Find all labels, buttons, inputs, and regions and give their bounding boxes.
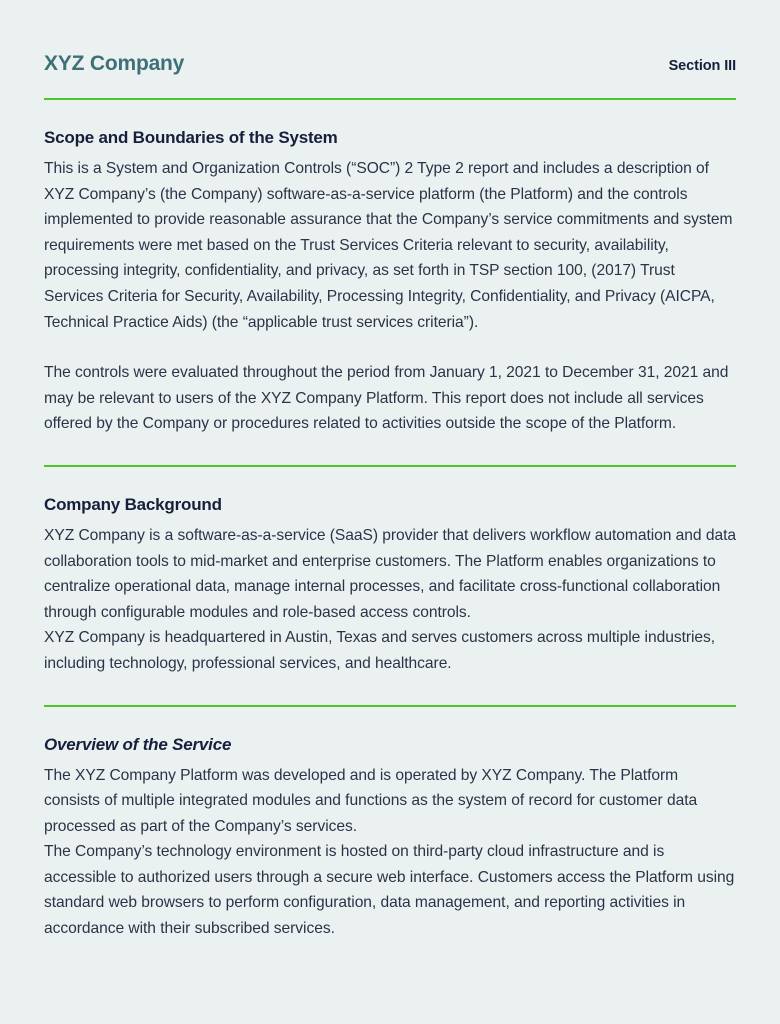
section-label: Section III (668, 58, 736, 74)
section-divider (44, 465, 736, 467)
section-company-background (44, 495, 736, 677)
paragraph: The controls were evaluated throughout the period from January 1, 2021 to December 31, 2021 and may be relevant to users of the XYZ Company Platform. This report does not include all services offered by the Company or procedures related to activities outside the scope of the Platform. (44, 364, 729, 433)
header-divider (44, 98, 736, 100)
section-overview-of-the-service (44, 735, 736, 942)
section-heading: Overview of the Service (44, 734, 232, 754)
section-heading: Company Background (44, 494, 222, 514)
document-title: XYZ Company (44, 52, 185, 75)
paragraph: XYZ Company is headquartered in Austin, Texas and serves customers across multiple industries, including technology, professional services, and healthcare. (44, 629, 716, 672)
paragraph: This is a System and Organization Controls (“SOC”) 2 Type 2 report and includes a description of XYZ Company’s (the Company) software-as-a-service platform (the Platform) and the controls implemented to provide reasonable assurance that the Company’s service commitments and system requirements were met based on the Trust Services Criteria relevant to security, availability, processing integrity, confidentiality, and privacy, as set forth in TSP section 100, (2017) Trust Services Criteria for Security, Availability, Processing Integrity, Confidentiality, and Privacy (AICPA, Technical Practice Aids) (the “applicable trust services criteria”). (44, 160, 733, 331)
paragraph: XYZ Company is a software-as-a-service (SaaS) provider that delivers workflow automation and data collaboration tools to mid-market and enterprise customers. The Platform enables organizations to centralize operational data, manage internal processes, and facilitate cross-functional collaboration through configurable modules and role-based access controls. (44, 526, 736, 621)
section-heading: Scope and Boundaries of the System (44, 128, 338, 147)
paragraph: The XYZ Company Platform was developed and is operated by XYZ Company. The Platform consists of multiple integrated modules and functions as the system of record for customer data processed as part of the Company’s services. (44, 766, 698, 835)
document-header (44, 0, 736, 76)
section-scope-and-boundaries (44, 128, 736, 437)
section-divider (44, 705, 736, 707)
paragraph: The Company’s technology environment is hosted on third-party cloud infrastructure and is accessible to authorized users through a secure web interface. Customers access the Platform using standard web browsers to perform configuration, data management, and reporting activities in accordance with their subscribed services. (44, 843, 735, 938)
